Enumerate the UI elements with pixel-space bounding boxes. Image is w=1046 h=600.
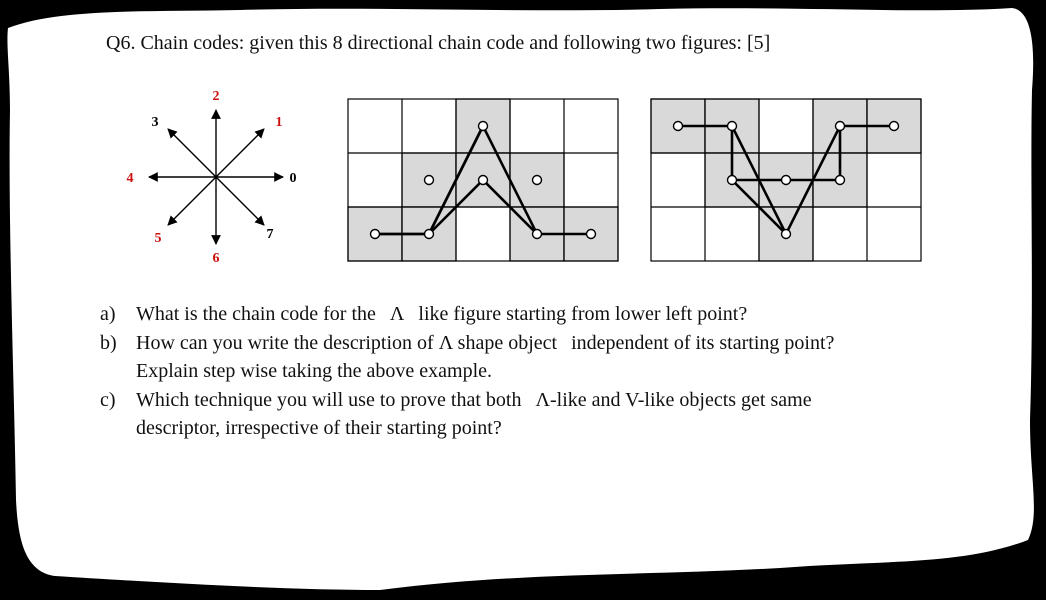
direction-5-arrow	[168, 177, 216, 225]
direction-0-label: 0	[289, 171, 297, 186]
direction-6-label: 6	[212, 251, 220, 265]
part-text-segment: Which technique you will use to prove that both	[136, 388, 522, 411]
lambda-node	[479, 176, 488, 185]
part-text-segment: How can you write the description of Λ shape object	[136, 331, 558, 354]
v-node	[728, 176, 737, 185]
v-node	[674, 122, 683, 131]
part-text-segment: like figure starting from lower left point?	[418, 303, 748, 325]
direction-7-arrow	[216, 177, 264, 225]
lambda-symbol: Λ	[535, 388, 550, 411]
question-marks: [5]	[746, 32, 771, 54]
chain-code-compass	[120, 85, 300, 265]
lambda-node	[371, 230, 380, 239]
lambda-node	[479, 122, 488, 131]
part-text-segment: What is the chain code for the	[136, 303, 376, 325]
question-parts	[100, 300, 834, 443]
v-node	[890, 122, 899, 131]
direction-1-label: 1	[275, 115, 283, 130]
direction-7-label: 7	[266, 227, 274, 242]
part-text-segment: independent of its starting point?	[571, 331, 835, 354]
lambda-symbol: Λ	[389, 303, 405, 325]
v-node	[782, 230, 791, 239]
v-node	[836, 122, 845, 131]
part-text	[136, 386, 812, 443]
lambda-node	[425, 230, 434, 239]
part-text	[136, 329, 834, 386]
question-title	[106, 32, 770, 55]
lambda-node	[533, 176, 542, 185]
direction-4-label: 4	[126, 171, 134, 186]
part-text	[136, 300, 747, 329]
part-letter: b)	[100, 331, 117, 354]
v-node	[836, 176, 845, 185]
lambda-figure-grid	[345, 97, 620, 264]
lambda-node	[587, 230, 596, 239]
part-text-segment: Explain step wise taking the above example.	[136, 360, 493, 382]
part-letter: c)	[100, 388, 116, 411]
lambda-node	[425, 176, 434, 185]
part-text-segment: -like and V-like objects get same	[549, 388, 812, 411]
direction-5-label: 5	[154, 231, 162, 246]
part-text-segment: descriptor, irrespective of their starting point?	[136, 417, 502, 439]
v-figure-grid	[648, 97, 923, 264]
question-part-a	[100, 300, 834, 329]
question-text: Q6. Chain codes: given this 8 directional chain code and following two figures:	[106, 32, 742, 54]
direction-2-label: 2	[212, 89, 220, 104]
v-node	[728, 122, 737, 131]
part-letter: a)	[100, 303, 116, 325]
direction-3-label: 3	[151, 115, 159, 130]
direction-3-arrow	[168, 129, 216, 177]
question-part-b	[100, 329, 834, 386]
lambda-node	[533, 230, 542, 239]
question-part-c	[100, 386, 834, 443]
direction-1-arrow	[216, 129, 264, 177]
v-node	[782, 176, 791, 185]
